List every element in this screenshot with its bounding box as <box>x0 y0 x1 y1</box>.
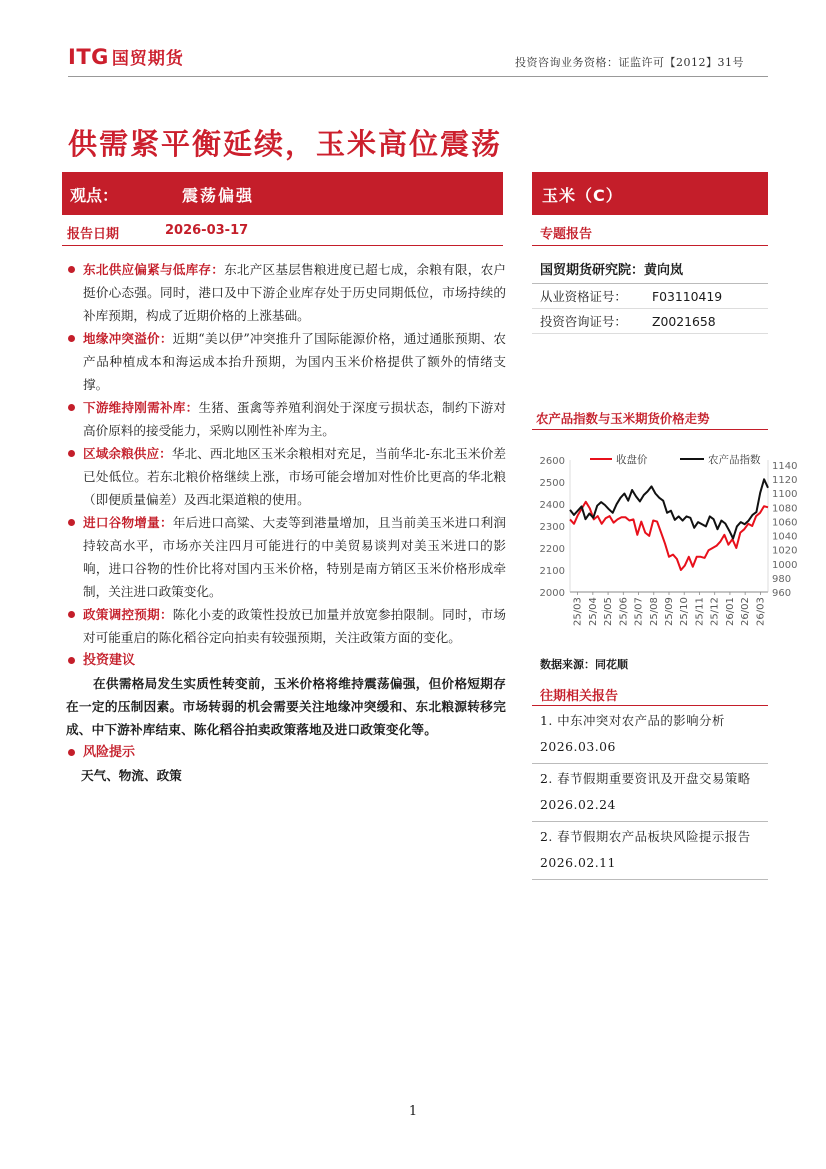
y-left-tick-label: 2200 <box>539 544 565 555</box>
x-tick-label: 25/05 <box>603 597 615 626</box>
qualification-number: F03110419 <box>652 289 723 304</box>
legend-label-close-price: 收盘价 <box>616 454 648 466</box>
product-bar <box>532 172 768 215</box>
y-left-tick-label: 2500 <box>539 478 565 489</box>
bullet-text: 东北产区基层售粮进度已超七成，余粮有限，农户挺价心态强。同时，港口及中下游企业库存处于历史同期低位，市场持续的补库预期，构成了近期价格的上涨基础。 <box>83 262 507 323</box>
consulting-row <box>532 309 768 334</box>
advice-heading: 投资建议 <box>66 649 506 672</box>
logo-latin: ITG <box>68 45 109 69</box>
x-tick-label: 26/01 <box>724 597 736 626</box>
chart-title: 农产品指数与玉米期货价格走势 <box>536 411 710 426</box>
report-type: 专题报告 <box>540 227 593 242</box>
y-right-tick-label: 1080 <box>772 503 798 515</box>
x-tick-label: 26/03 <box>755 597 767 626</box>
bullet-head: 下游维持刚需补库： <box>83 400 199 415</box>
x-tick-label: 25/06 <box>618 597 630 626</box>
date-bar <box>62 216 503 246</box>
x-tick-label: 25/08 <box>648 597 660 626</box>
data-source <box>540 654 765 671</box>
x-tick-label: 25/11 <box>694 597 706 626</box>
header-divider <box>68 76 768 77</box>
y-right-tick-label: 1140 <box>772 461 798 472</box>
license-text: 投资咨询业务资格：证监许可【2012】31号 <box>515 56 744 69</box>
x-tick-label: 25/04 <box>587 597 599 626</box>
report-date-value: 2026-03-17 <box>165 223 249 238</box>
y-left-tick-label: 2000 <box>539 588 565 599</box>
y-right-tick-label: 1000 <box>772 559 798 571</box>
past-report-item[interactable]: 2. 春节假期农产品板块风险提示报告 2026.02.11 <box>532 822 768 880</box>
view-value: 震荡偏强 <box>182 186 255 205</box>
consulting-label: 投资咨询证号： <box>540 314 627 329</box>
y-right-tick-label: 1040 <box>772 531 798 543</box>
y-right-tick-label: 960 <box>772 588 792 599</box>
past-reports-title: 往期相关报告 <box>540 689 619 704</box>
qualification-label: 从业资格证号： <box>540 289 627 304</box>
x-tick-label: 25/12 <box>709 597 721 626</box>
view-bar <box>62 172 503 215</box>
series-line-agri-index <box>570 479 768 538</box>
chart-title-bar <box>532 404 768 430</box>
bullet-text: 生猪、蛋禽等养殖利润处于深度亏损状态，制约下游对高价原料的接受能力，采购以刚性补库为主。 <box>83 400 507 438</box>
product-name: 玉米（C） <box>542 186 623 205</box>
report-title: 供需紧平衡延续，玉米高位震荡 <box>68 127 503 161</box>
x-tick-label: 26/02 <box>740 597 752 626</box>
bullet-text: 陈化小麦的政策性投放已加量并放宽参拍限制。同时，市场对可能重启的陈化稻谷定向拍卖有较强预期，关注政策方面的变化。 <box>83 607 507 645</box>
bullet-head: 进口谷物增量： <box>83 515 173 530</box>
risk-text: 天气、物流、政策 <box>81 768 182 783</box>
legend-label-agri-index: 农产品指数 <box>708 454 761 466</box>
past-reports-list <box>532 706 768 880</box>
main-content <box>66 258 506 787</box>
bullet-regional-supply <box>66 442 506 511</box>
y-right-tick-label: 1120 <box>772 475 798 487</box>
bullet-head: 政策调控预期： <box>83 607 173 622</box>
bullet-text: 近期“美以伊”冲突推升了国际能源价格，通过通胀预期、农产品种植成本和海运成本抬升预期，为国内玉米价格提供了额外的情绪支撑。 <box>83 331 506 392</box>
y-left-tick-label: 2300 <box>539 522 565 533</box>
qualification-row <box>532 284 768 309</box>
past-reports-bar <box>532 680 768 706</box>
y-left-tick-label: 2600 <box>539 456 565 467</box>
bullet-geopolitics <box>66 327 506 396</box>
bullet-text: 华北、西北地区玉米余粮相对充足，当前华北-东北玉米价差已处低位。若东北粮价格继续上涨，市场可能会增加对性价比更高的华北粮（即便质量偏差）及西北渠道粮的使用。 <box>83 446 506 507</box>
y-left-tick-label: 2100 <box>539 566 565 577</box>
bullet-text: 年后进口高粱、大麦等到港量增加，且当前美玉米进口利润持较高水平，市场亦关注四月可能进行的中美贸易谈判对美玉米进口的影响，进口谷物的性价比将对国内玉米价格，特别是南方销区玉米价格形成牵制，关注进口政策变化。 <box>83 515 507 599</box>
bullet-imports <box>66 511 506 603</box>
bullet-head: 东北供应偏紧与低库存： <box>83 262 225 277</box>
y-right-tick-label: 1100 <box>772 489 798 501</box>
advice-text: 在供需格局发生实质性转变前，玉米价格将维持震荡偏强，但价格短期存在一定的压制因素。市场转弱的机会需要关注地缘冲突缓和、东北粮源转移完成、中下游补库结束、陈化稻谷拍卖政策落地及进口政策变化等。 <box>66 676 506 737</box>
x-tick-label: 25/03 <box>572 597 584 626</box>
x-tick-label: 25/10 <box>679 597 691 626</box>
logo-chinese: 国贸期货 <box>111 49 184 69</box>
x-tick-label: 25/07 <box>633 597 645 626</box>
view-label: 观点： <box>70 186 119 205</box>
bullet-head: 区域余粮供应： <box>83 446 172 461</box>
researcher-institute: 国贸期货研究院：黄向岚 <box>532 258 768 284</box>
report-type-bar <box>532 216 768 246</box>
bullet-downstream <box>66 396 506 442</box>
y-left-tick-label: 2400 <box>539 500 565 511</box>
past-report-item[interactable]: 1. 中东冲突对农产品的影响分析 2026.03.06 <box>532 706 768 764</box>
past-report-item[interactable]: 2. 春节假期重要资讯及开盘交易策略 2026.02.24 <box>532 764 768 822</box>
bullet-northeast-supply <box>66 258 506 327</box>
data-source-text: 数据来源：同花顺 <box>540 658 628 671</box>
page-header <box>0 0 826 80</box>
consulting-number: Z0021658 <box>652 314 716 329</box>
x-tick-label: 25/09 <box>664 597 675 626</box>
price-chart <box>532 440 822 660</box>
y-right-tick-label: 1020 <box>772 545 798 557</box>
y-right-tick-label: 1060 <box>772 517 798 529</box>
researcher-info <box>532 258 768 334</box>
risk-heading: 风险提示 <box>66 741 506 764</box>
bullet-head: 地缘冲突溢价： <box>83 331 173 346</box>
bullet-policy <box>66 603 506 649</box>
company-logo <box>68 44 184 69</box>
report-date-label: 报告日期 <box>67 227 120 242</box>
page-number: 1 <box>408 1104 418 1119</box>
y-right-tick-label: 980 <box>772 573 792 585</box>
